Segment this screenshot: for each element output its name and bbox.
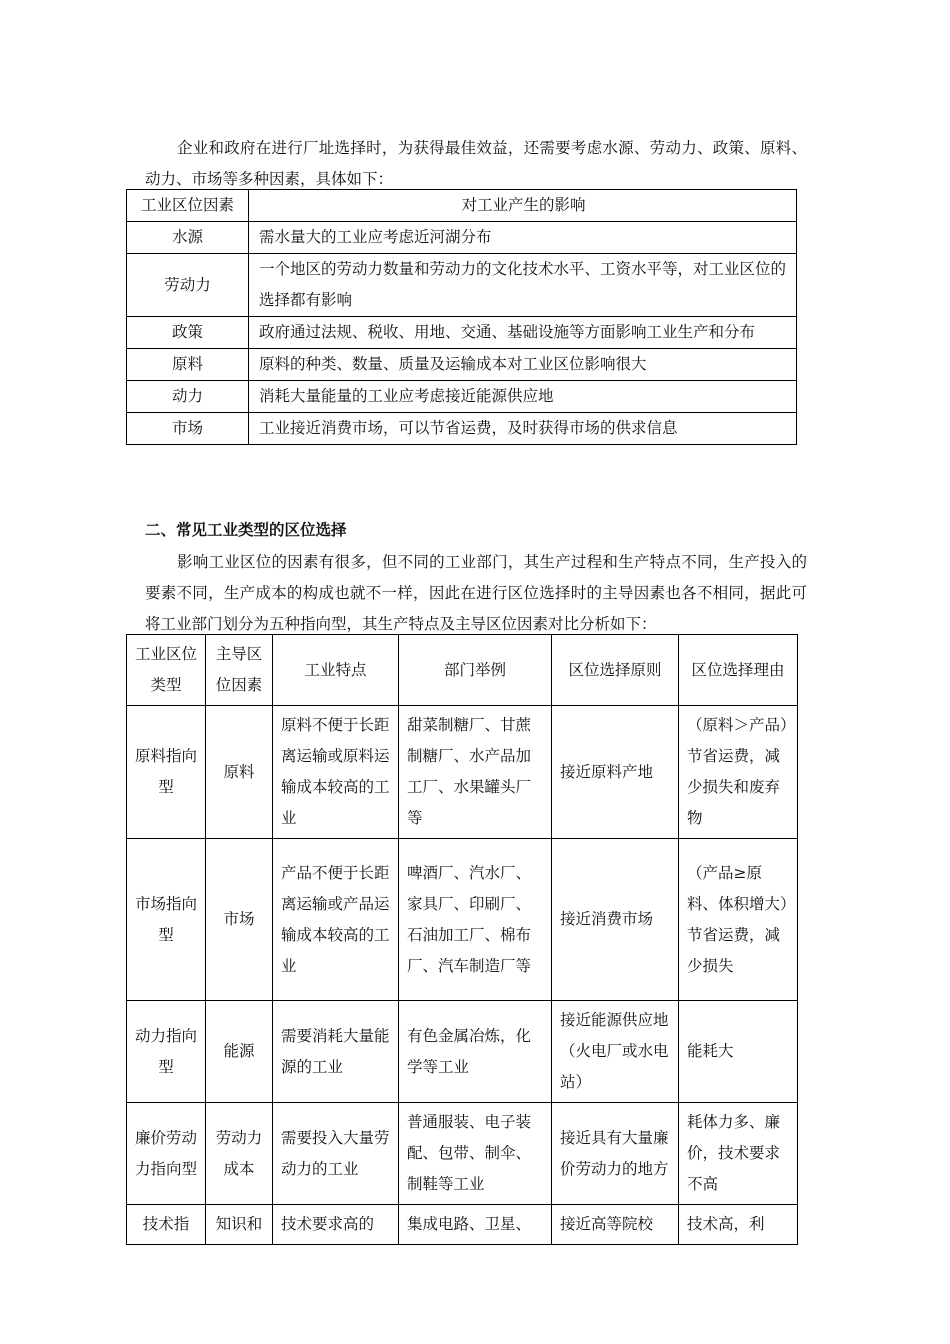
reason-cell: （产品≥原料、体积增大）节省运费，减少损失 bbox=[679, 839, 798, 1001]
type-cell: 原料指向型 bbox=[127, 706, 206, 839]
effect-cell: 工业接近消费市场，可以节省运费，及时获得市场的供求信息 bbox=[249, 413, 797, 445]
header-cell: 对工业产生的影响 bbox=[249, 190, 797, 222]
type-cell: 技术指 bbox=[127, 1205, 206, 1245]
feature-cell: 技术要求高的 bbox=[273, 1205, 399, 1245]
table-row bbox=[127, 381, 797, 413]
example-cell: 普通服装、电子装配、包带、制伞、制鞋等工业 bbox=[399, 1103, 552, 1205]
table-row bbox=[127, 1001, 798, 1103]
effect-cell: 原料的种类、数量、质量及运输成本对工业区位影响很大 bbox=[249, 349, 797, 381]
effect-cell: 一个地区的劳动力数量和劳动力的文化技术水平、工资水平等，对工业区位的选择都有影响 bbox=[249, 254, 797, 317]
factor-cell: 动力 bbox=[127, 381, 249, 413]
factor-cell: 市场 bbox=[127, 413, 249, 445]
principle-cell: 接近原料产地 bbox=[552, 706, 679, 839]
factor-cell: 劳动力成本 bbox=[206, 1103, 273, 1205]
feature-cell: 产品不便于长距离运输或产品运输成本较高的工业 bbox=[273, 839, 399, 1001]
factor-cell: 知识和 bbox=[206, 1205, 273, 1245]
factor-cell: 能源 bbox=[206, 1001, 273, 1103]
principle-cell: 接近高等院校 bbox=[552, 1205, 679, 1245]
principle-cell: 接近消费市场 bbox=[552, 839, 679, 1001]
table-row bbox=[127, 222, 797, 254]
example-cell: 集成电路、卫星、 bbox=[399, 1205, 552, 1245]
table-header-row bbox=[127, 635, 798, 706]
effect-cell: 消耗大量能量的工业应考虑接近能源供应地 bbox=[249, 381, 797, 413]
feature-cell: 需要投入大量劳动力的工业 bbox=[273, 1103, 399, 1205]
section-paragraph: 影响工业区位的因素有很多，但不同的工业部门，其生产过程和生产特点不同，生产投入的要素不同，生产成本的构成也就不一样，因此在进行区位选择时的主导因素也各不相同，据此可将工业部门划分为五种指向型，其生产特点及主导区位因素对比分析如下： bbox=[145, 553, 807, 633]
table-row bbox=[127, 413, 797, 445]
principle-cell: 接近具有大量廉价劳动力的地方 bbox=[552, 1103, 679, 1205]
table-row bbox=[127, 317, 797, 349]
section-heading: 二、常见工业类型的区位选择 bbox=[145, 521, 347, 539]
type-cell: 市场指向型 bbox=[127, 839, 206, 1001]
header-cell: 主导区位因素 bbox=[206, 635, 273, 706]
header-cell: 区位选择原则 bbox=[552, 635, 679, 706]
table-row bbox=[127, 706, 798, 839]
factor-cell: 原料 bbox=[127, 349, 249, 381]
table-row bbox=[127, 349, 797, 381]
industry-type-table bbox=[126, 634, 798, 1245]
header-cell: 区位选择理由 bbox=[679, 635, 798, 706]
feature-cell: 需要消耗大量能源的工业 bbox=[273, 1001, 399, 1103]
example-cell: 啤酒厂、汽水厂、家具厂、印刷厂、石油加工厂、棉布厂、汽车制造厂等 bbox=[399, 839, 552, 1001]
header-cell: 部门举例 bbox=[399, 635, 552, 706]
feature-cell: 原料不便于长距离运输或原料运输成本较高的工业 bbox=[273, 706, 399, 839]
factor-cell: 劳动力 bbox=[127, 254, 249, 317]
reason-cell: 耗体力多、廉价，技术要求不高 bbox=[679, 1103, 798, 1205]
table-row bbox=[127, 254, 797, 317]
example-cell: 有色金属冶炼，化学等工业 bbox=[399, 1001, 552, 1103]
factor-cell: 原料 bbox=[206, 706, 273, 839]
example-cell: 甜菜制糖厂、甘蔗制糖厂、水产品加工厂、水果罐头厂等 bbox=[399, 706, 552, 839]
reason-cell: 能耗大 bbox=[679, 1001, 798, 1103]
factor-cell: 市场 bbox=[206, 839, 273, 1001]
reason-cell: （原料＞产品）节省运费，减少损失和废弃物 bbox=[679, 706, 798, 839]
effect-cell: 需水量大的工业应考虑近河湖分布 bbox=[249, 222, 797, 254]
table-header-row bbox=[127, 190, 797, 222]
type-cell: 动力指向型 bbox=[127, 1001, 206, 1103]
factor-cell: 政策 bbox=[127, 317, 249, 349]
effect-cell: 政府通过法规、税收、用地、交通、基础设施等方面影响工业生产和分布 bbox=[249, 317, 797, 349]
table-row bbox=[127, 1103, 798, 1205]
factor-cell: 水源 bbox=[127, 222, 249, 254]
header-cell: 工业特点 bbox=[273, 635, 399, 706]
table-row bbox=[127, 839, 798, 1001]
factor-table bbox=[126, 189, 797, 445]
reason-cell: 技术高，利 bbox=[679, 1205, 798, 1245]
table-row bbox=[127, 1205, 798, 1245]
intro-paragraph: 企业和政府在进行厂址选择时，为获得最佳效益，还需要考虑水源、劳动力、政策、原料、动力、市场等多种因素，具体如下： bbox=[145, 139, 807, 188]
type-cell: 廉价劳动力指向型 bbox=[127, 1103, 206, 1205]
header-cell: 工业区位因素 bbox=[127, 190, 249, 222]
header-cell: 工业区位类型 bbox=[127, 635, 206, 706]
principle-cell: 接近能源供应地（火电厂或水电站） bbox=[552, 1001, 679, 1103]
